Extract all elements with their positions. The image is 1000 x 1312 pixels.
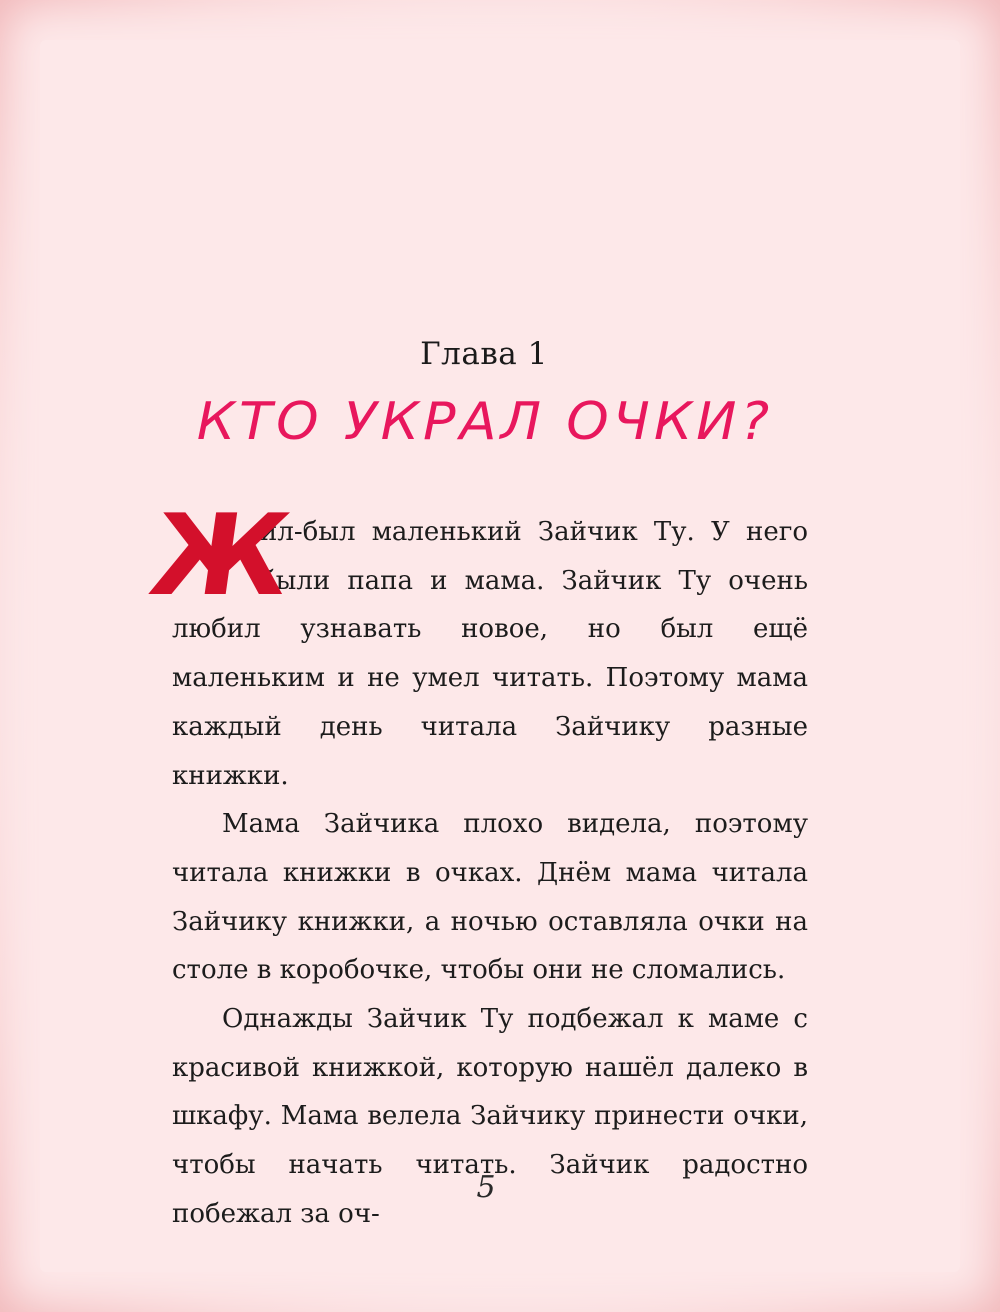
paragraph-1 [142, 491, 808, 800]
story-text [142, 491, 808, 1239]
paragraph-1-text: ил-был маленький Зайчик Ту. У него были папа и мама. Зайчик Ту очень любил узнавать новое, но был ещё маленьким и не умел читать. Поэтому мама каждый день читала Зайчику разные книжки. [172, 517, 808, 791]
chapter-title: КТО УКРАЛ ОЧКИ? [196, 391, 774, 452]
chapter-label: Глава 1 [420, 336, 548, 372]
paragraph-3: Однажды Зайчик Ту подбежал к маме с красивой книжкой, которую нашёл далеко в шкафу. Мама велела Зайчику принести очки, чтобы начать читать. Зайчик радостно побежал за оч- [172, 1004, 808, 1229]
paragraph-2: Мама Зайчика плохо видела, поэтому читала книжки в очках. Днём мама читала Зайчику книжки, а ночью оставляла очки на столе в коробочке, чтобы они не сломались. [172, 809, 808, 986]
page-number: 5 [476, 1170, 496, 1205]
drop-cap: Ж [142, 491, 299, 621]
